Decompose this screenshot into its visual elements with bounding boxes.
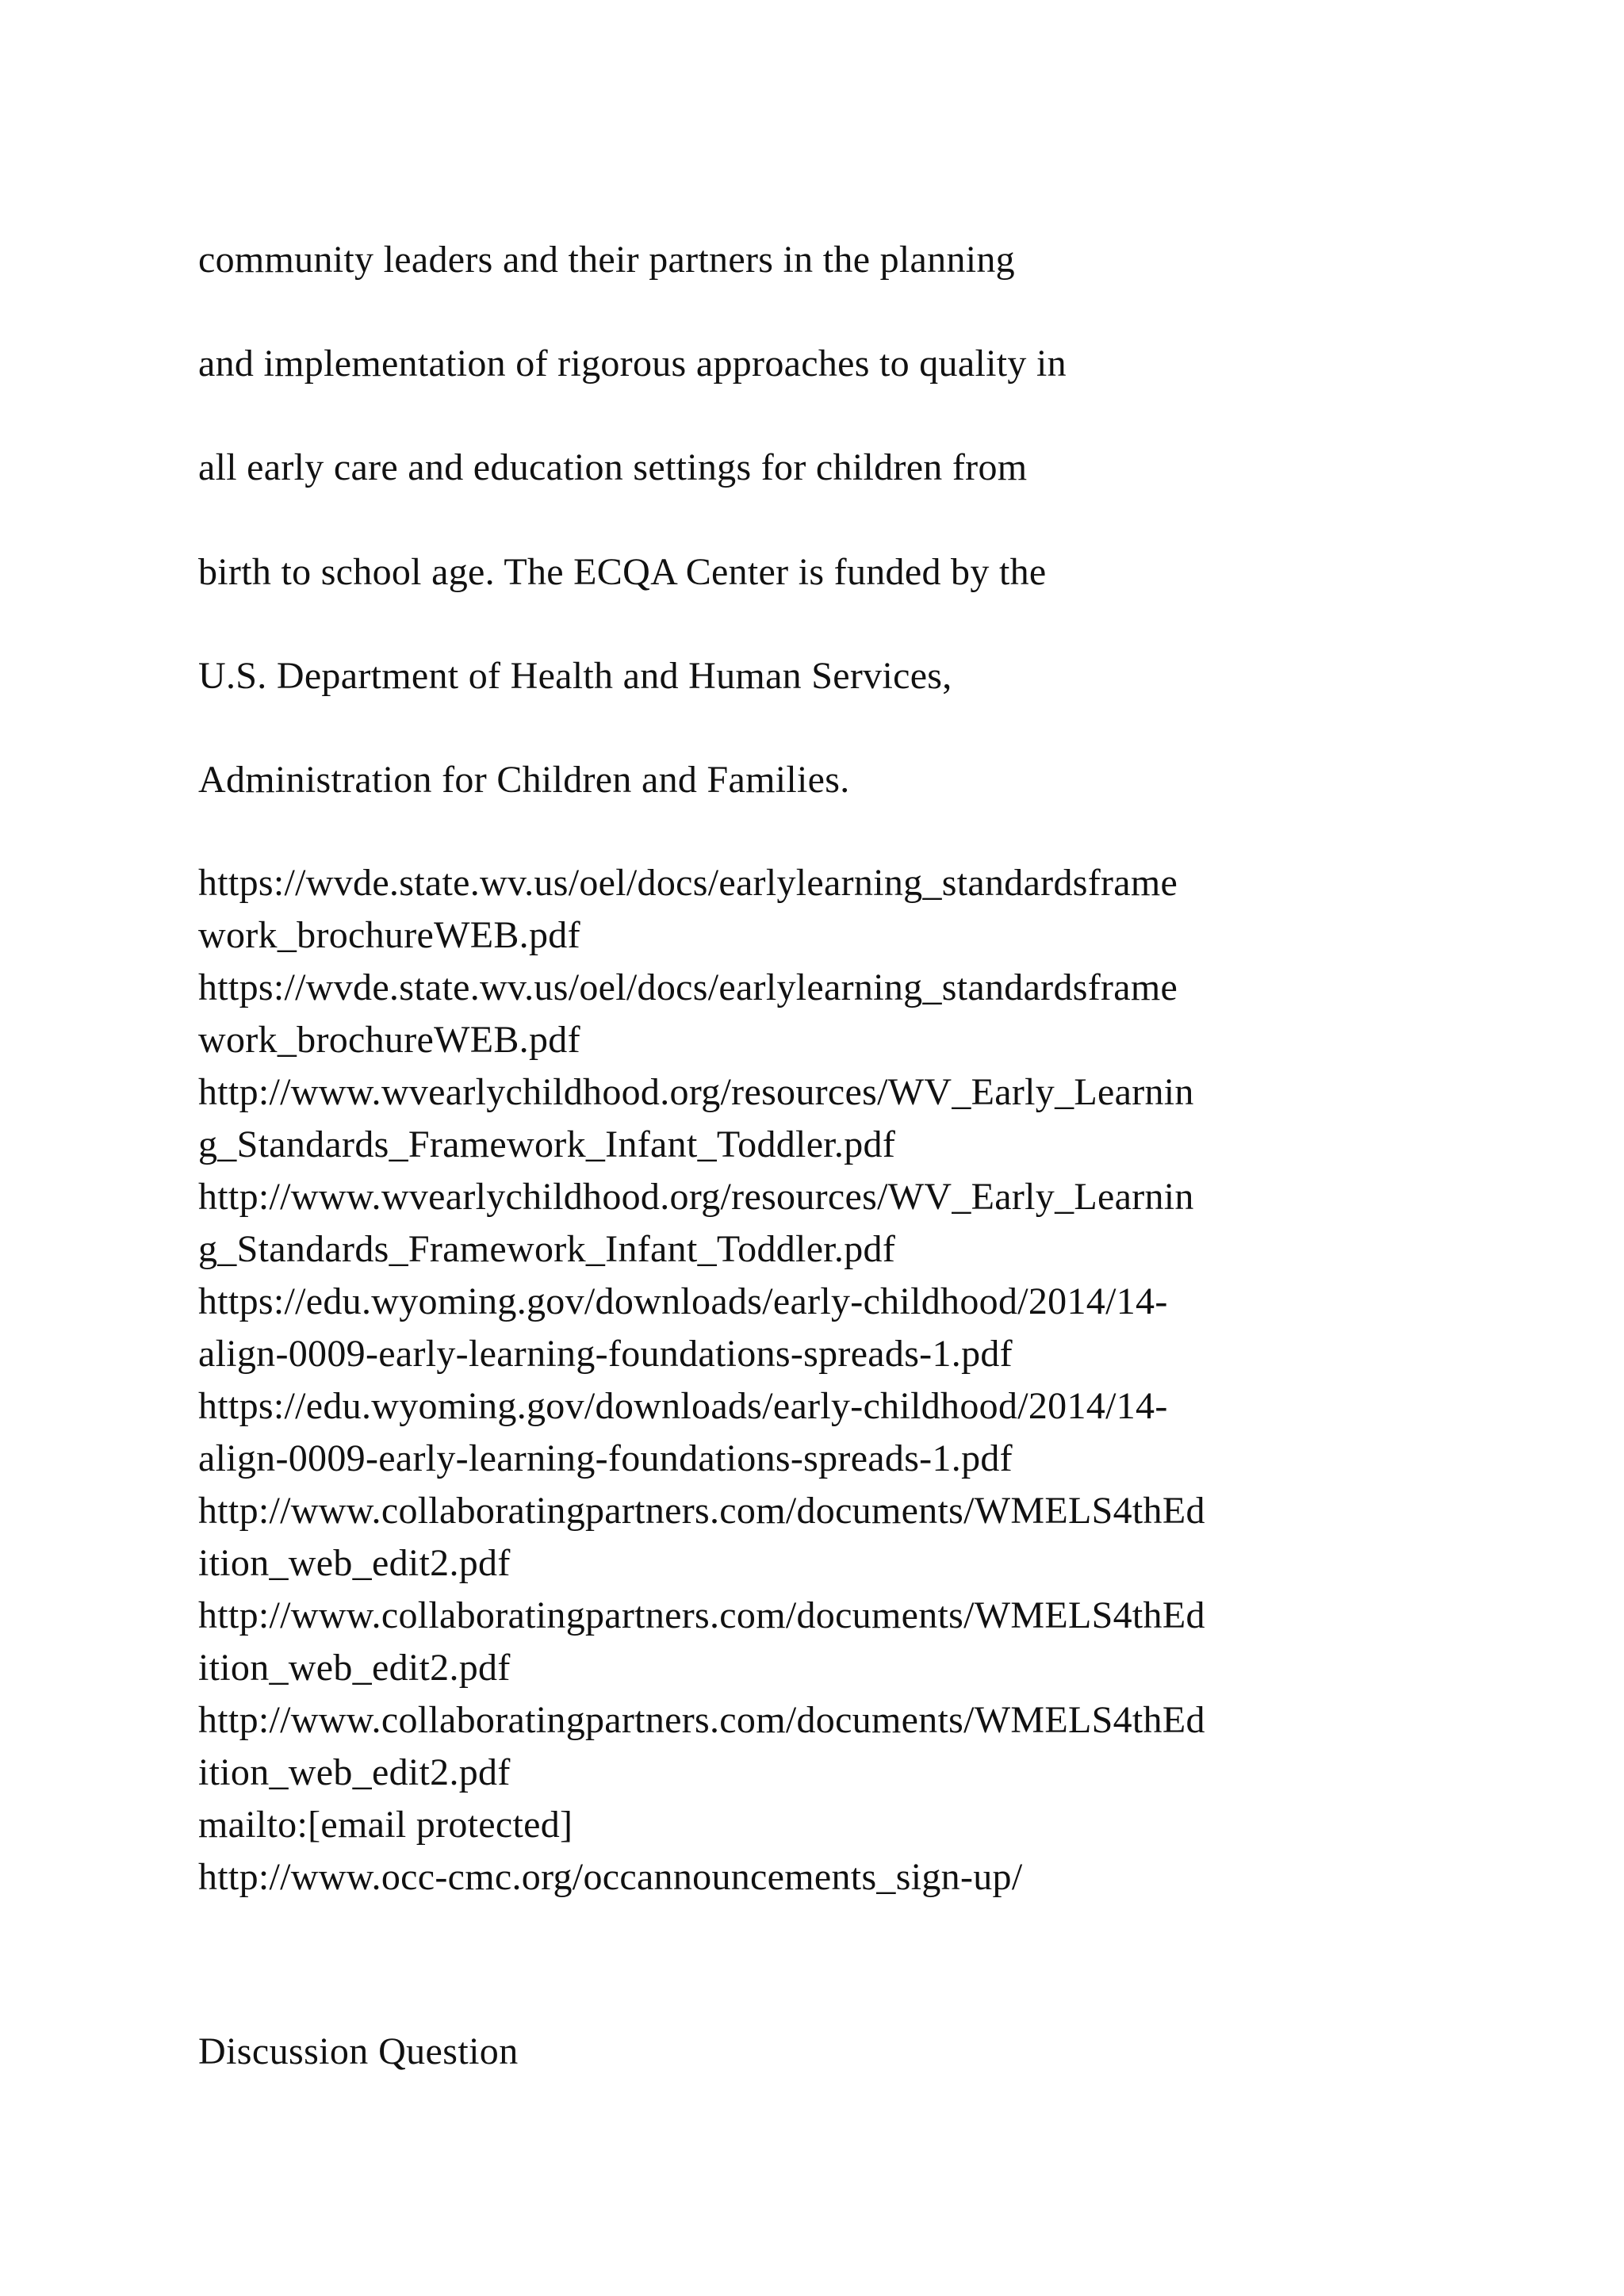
link-text: https://wvde.state.wv.us/oel/docs/earlylearning_standardsframe (198, 862, 1178, 905)
link-text: g_Standards_Framework_Infant_Toddler.pdf (198, 1123, 896, 1166)
link-text: https://edu.wyoming.gov/downloads/early-childhood/2014/14- (198, 1280, 1168, 1323)
link-text: ition_web_edit2.pdf (198, 1542, 511, 1585)
link-text: http://www.occ-cmc.org/occannouncements_sign-up/ (198, 1856, 1023, 1899)
reference-link[interactable] (198, 1276, 1467, 1380)
link-text: http://www.collaboratingpartners.com/documents/WMELS4thEd (198, 1699, 1205, 1742)
reference-link[interactable] (198, 1380, 1467, 1485)
link-text: https://wvde.state.wv.us/oel/docs/earlylearning_standardsframe (198, 966, 1178, 1009)
link-text: work_brochureWEB.pdf (198, 914, 580, 957)
link-text: align-0009-early-learning-foundations-spreads-1.pdf (198, 1437, 1013, 1480)
paragraph-line: all early care and education settings for children from (198, 446, 1028, 489)
document-body (198, 238, 1467, 1904)
reference-link[interactable] (198, 1694, 1467, 1799)
link-text: ition_web_edit2.pdf (198, 1751, 511, 1794)
paragraph-line: community leaders and their partners in the planning (198, 239, 1015, 281)
link-text: g_Standards_Framework_Infant_Toddler.pdf (198, 1228, 896, 1271)
reference-links (198, 857, 1467, 1904)
reference-link[interactable] (198, 857, 1467, 962)
reference-link[interactable] (198, 1485, 1467, 1590)
paragraph-line: and implementation of rigorous approaches to quality in (198, 342, 1067, 385)
link-text: ition_web_edit2.pdf (198, 1647, 511, 1689)
reference-link[interactable] (198, 1590, 1467, 1694)
link-text: mailto:[email protected] (198, 1804, 573, 1846)
link-text: http://www.collaboratingpartners.com/documents/WMELS4thEd (198, 1594, 1205, 1637)
link-text: https://edu.wyoming.gov/downloads/early-childhood/2014/14- (198, 1385, 1168, 1428)
link-text: http://www.wvearlychildhood.org/resources/WV_Early_Learnin (198, 1176, 1194, 1219)
section-heading: Discussion Question (198, 2030, 519, 2072)
link-text: http://www.wvearlychildhood.org/resources/WV_Early_Learnin (198, 1071, 1194, 1114)
paragraph-line: Administration for Children and Families. (198, 758, 850, 801)
link-text: align-0009-early-learning-foundations-spreads-1.pdf (198, 1333, 1013, 1376)
reference-link[interactable] (198, 962, 1467, 1066)
paragraph-line: birth to school age. The ECQA Center is funded by the (198, 550, 1047, 593)
reference-link[interactable] (198, 1851, 1467, 1904)
link-text: http://www.collaboratingpartners.com/documents/WMELS4thEd (198, 1490, 1205, 1533)
email-link[interactable] (198, 1799, 1467, 1851)
reference-link[interactable] (198, 1171, 1467, 1276)
reference-link[interactable] (198, 1066, 1467, 1171)
paragraph-line: U.S. Department of Health and Human Services, (198, 654, 952, 697)
link-text: work_brochureWEB.pdf (198, 1019, 580, 1062)
